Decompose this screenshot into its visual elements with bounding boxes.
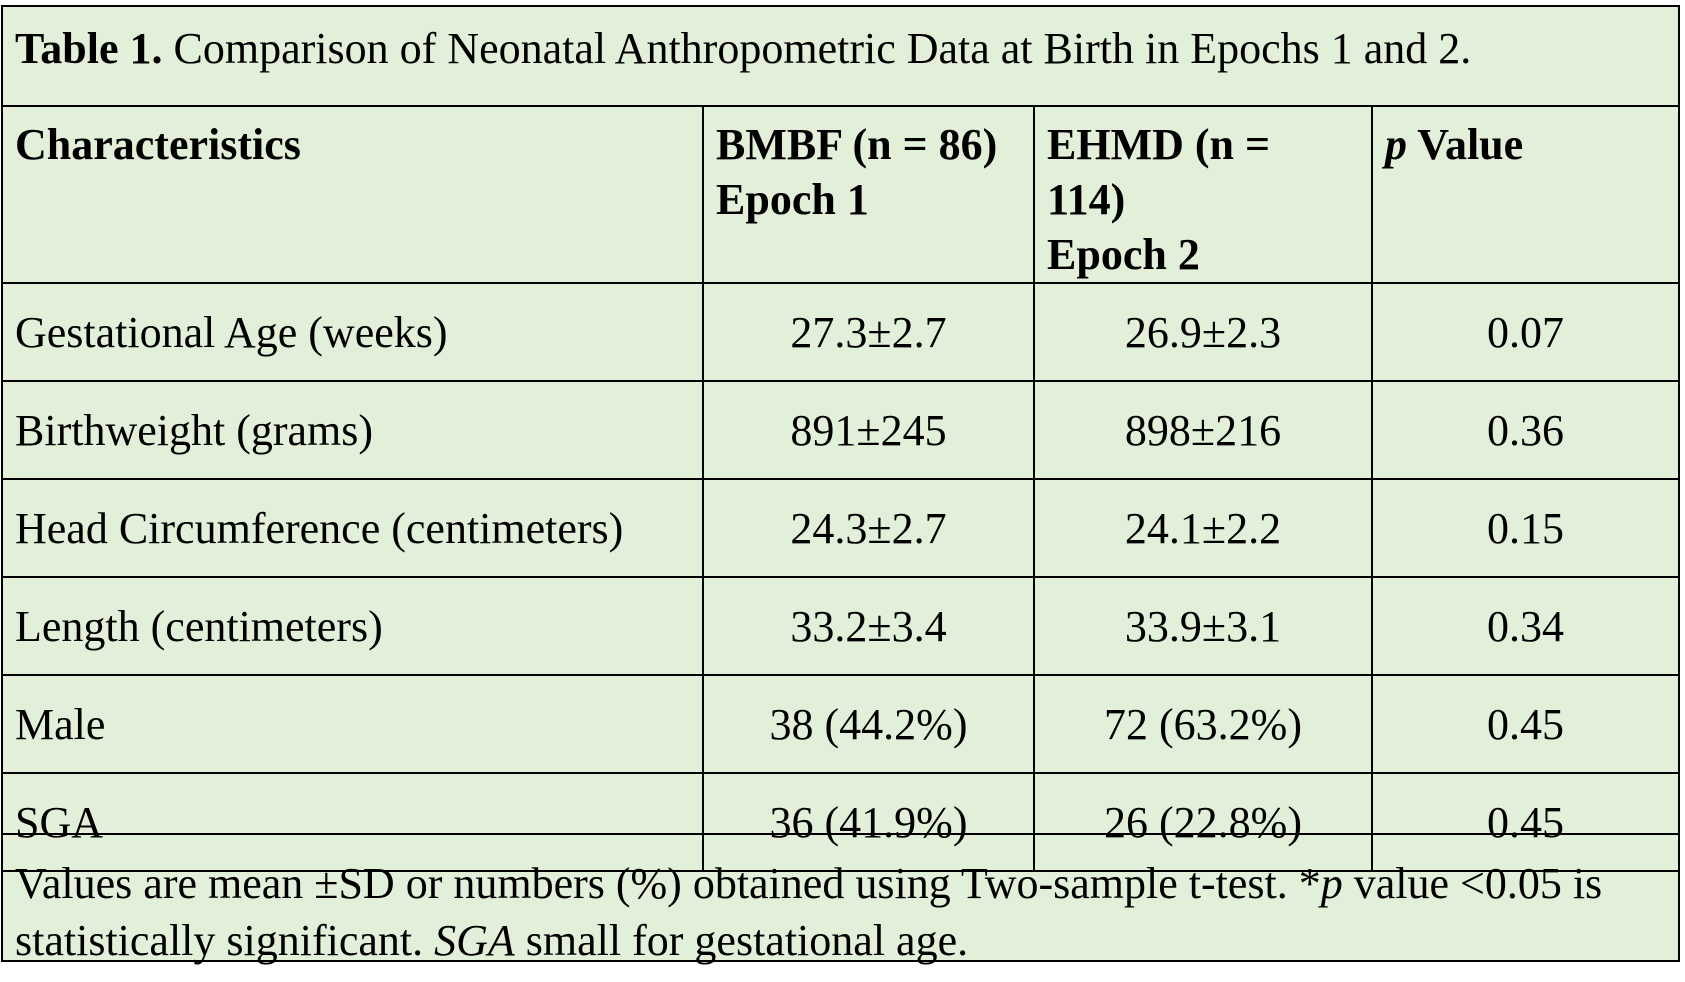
table-row	[3, 283, 1678, 381]
row-bmbf: 891±245	[703, 381, 1034, 479]
row-label: Head Circumference (centimeters)	[3, 479, 703, 577]
row-ehmd: 26.9±2.3	[1034, 283, 1372, 381]
row-bmbf: 24.3±2.7	[703, 479, 1034, 577]
row-label: SGA	[3, 773, 703, 871]
row-label: Length (centimeters)	[3, 577, 703, 675]
header-bmbf-line1: BMBF (n = 86)	[716, 120, 998, 169]
table-row	[3, 381, 1678, 479]
table-caption-label: Table 1.	[15, 24, 163, 73]
row-ehmd: 24.1±2.2	[1034, 479, 1372, 577]
header-bmbf	[703, 105, 1034, 283]
footnote-sga-italic: SGA	[434, 916, 515, 966]
footnote-part3: small for gestational age.	[514, 916, 969, 966]
footnote-p-italic: p	[1320, 859, 1343, 908]
row-ehmd: 72 (63.2%)	[1034, 675, 1372, 773]
row-label: Gestational Age (weeks)	[3, 283, 703, 381]
table-row	[3, 479, 1678, 577]
header-row	[3, 105, 1678, 283]
row-p-value: 0.45	[1372, 773, 1678, 871]
header-p-value	[1372, 105, 1678, 283]
row-p-value: 0.36	[1372, 381, 1678, 479]
row-ehmd: 898±216	[1034, 381, 1372, 479]
header-ehmd-line2: Epoch 2	[1047, 230, 1200, 279]
row-p-value: 0.07	[1372, 283, 1678, 381]
table-caption	[3, 7, 1678, 107]
table-row	[3, 675, 1678, 773]
row-p-value: 0.15	[1372, 479, 1678, 577]
header-p-italic: p	[1385, 120, 1407, 169]
header-ehmd	[1034, 105, 1372, 283]
table-frame	[1, 5, 1680, 966]
row-bmbf: 27.3±2.7	[703, 283, 1034, 381]
footnote-part2: value <0.05 is statistically significant.	[15, 859, 1603, 966]
row-label: Male	[3, 675, 703, 773]
footnote-part1: Values are mean ±SD or numbers (%) obtained using Two-sample t-test. *	[15, 859, 1321, 908]
table-caption-text: Comparison of Neonatal Anthropometric Data at Birth in Epochs 1 and 2.	[162, 24, 1472, 73]
header-ehmd-line1: EHMD (n = 114)	[1047, 120, 1271, 224]
header-characteristics: Characteristics	[3, 105, 703, 283]
row-ehmd: 33.9±3.1	[1034, 577, 1372, 675]
header-bmbf-line2: Epoch 1	[716, 175, 869, 224]
row-label: Birthweight (grams)	[3, 381, 703, 479]
row-ehmd: 26 (22.8%)	[1034, 773, 1372, 871]
table-row	[3, 577, 1678, 675]
row-bmbf: 36 (41.9%)	[703, 773, 1034, 871]
row-p-value: 0.45	[1372, 675, 1678, 773]
row-bmbf: 33.2±3.4	[703, 577, 1034, 675]
header-p-rest: Value	[1407, 120, 1524, 169]
data-table	[3, 105, 1678, 872]
row-bmbf: 38 (44.2%)	[703, 675, 1034, 773]
table-footnote	[3, 833, 1678, 969]
row-p-value: 0.34	[1372, 577, 1678, 675]
